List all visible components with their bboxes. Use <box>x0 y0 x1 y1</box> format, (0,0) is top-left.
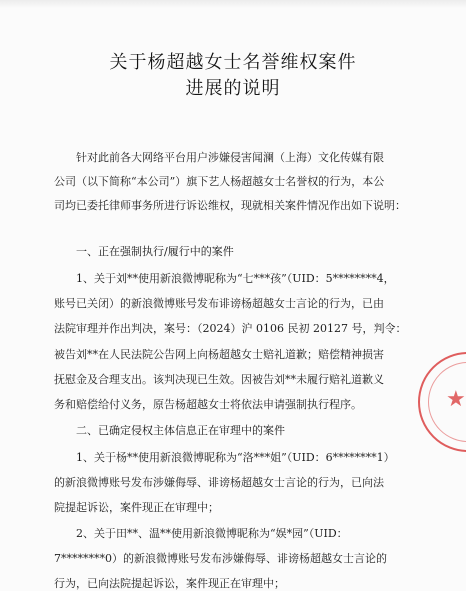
section-1-line-3: 法院审理并作出判决，案号：（2024）沪 0106 民初 20127 号，判令： <box>54 322 407 335</box>
section-2-item-1-line-1: 1、关于杨**使用新浪微博昵称为“洛***姐”（UID：6********1） <box>76 451 395 464</box>
section-2-item-1-line-3: 院提起诉讼，案件现正在审理中； <box>54 501 219 514</box>
intro-line-3: 司均已委托律师事务所进行诉讼维权，现就相关案件情况作出如下说明： <box>54 199 406 212</box>
intro-line-1: 针对此前各大网络平台用户涉嫌侵害闻澜（上海）文化传媒有限 <box>76 151 384 164</box>
company-seal-stamp <box>418 352 466 452</box>
section-1-line-4: 被告刘**在人民法院公告网上向杨超越女士赔礼道歉；赔偿精神损害 <box>54 348 384 361</box>
section-1-heading: 一、正在强制执行/履行中的案件 <box>76 245 234 258</box>
section-1-line-5: 抚慰金及合理支出。该判决现已生效。因被告刘**未履行赔礼道歉义 <box>54 373 384 386</box>
section-2-item-2-line-2: 7********0）的新浪微博账号发布涉嫌侮辱、诽谤杨超越女士言论的 <box>54 552 387 565</box>
section-1-line-6: 务和赔偿给付义务，原告杨超越女士将依法申请强制执行程序。 <box>54 398 362 411</box>
section-2-item-1-line-2: 的新浪微博账号发布涉嫌侮辱、诽谤杨超越女士言论的行为，已向法 <box>54 476 384 489</box>
document-title-line-2: 进展的说明 <box>185 78 281 99</box>
section-2-item-2-line-3: 行为，已向法院提起诉讼，案件现正在审理中； <box>54 577 285 590</box>
seal-star-icon: ★ <box>446 387 466 412</box>
section-1-line-2: 账号已关闭）的新浪微博账号发布诽谤杨超越女士言论的行为，已由 <box>54 297 384 310</box>
section-2-heading: 二、已确定侵权主体信息正在审理中的案件 <box>76 424 285 437</box>
intro-line-2: 公司（以下简称“本公司”）旗下艺人杨超越女士名誉权的行为，本公 <box>54 175 385 188</box>
section-1-line-1: 1、关于刘**使用新浪微博昵称为“七***孩”（UID：5********4， <box>76 272 395 285</box>
document-title-line-1: 关于杨超越女士名誉维权案件 <box>109 52 357 73</box>
section-2-item-2-line-1: 2、关于田**、温**使用新浪微博昵称为“娱*园”（UID： <box>76 527 348 540</box>
scan-shadow <box>0 0 466 8</box>
